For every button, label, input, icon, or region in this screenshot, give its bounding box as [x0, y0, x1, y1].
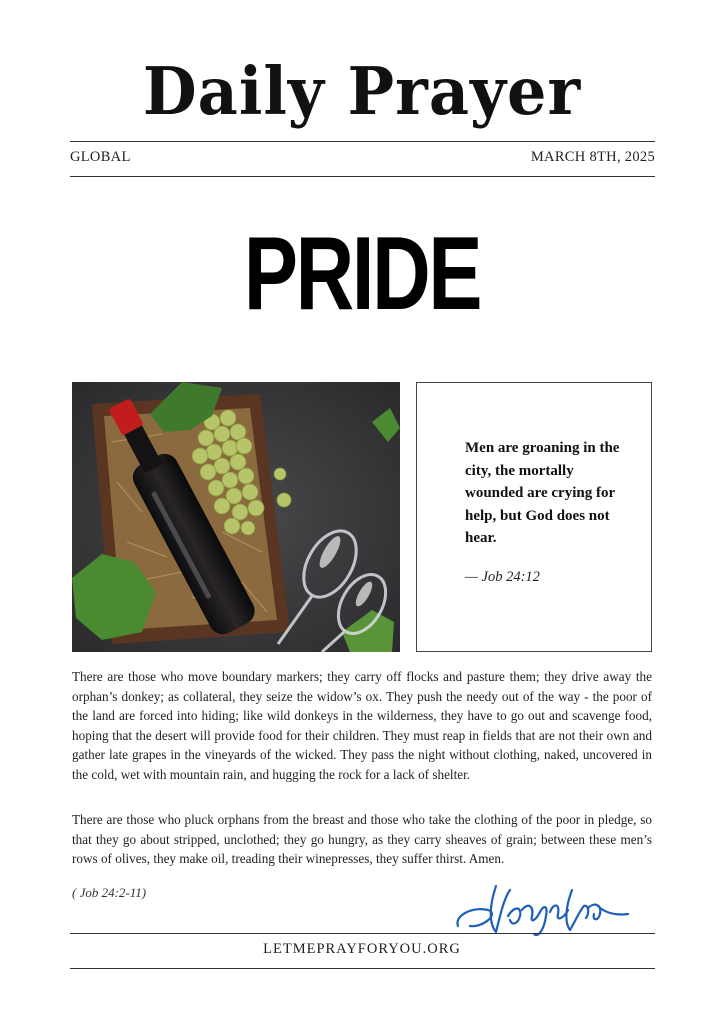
quote-text: Men are groaning in the city, the mortally wounded are crying for help, but God does not hear. [465, 440, 620, 546]
scripture-reference: ( Job 24:2-11) [72, 885, 147, 900]
region-label: GLOBAL [70, 149, 131, 165]
footer-url[interactable]: LETMEPRAYFORYOU.ORG [263, 941, 461, 957]
headline: PRIDE [243, 216, 481, 332]
wine-photo [72, 382, 400, 652]
top-rule [70, 141, 655, 142]
masthead-title: Daily Prayer [142, 53, 582, 130]
footer-top-rule [70, 933, 655, 934]
quote-citation: — Job 24:12 [465, 569, 540, 585]
body-paragraph: There are those who move boundary markers; they carry off flocks and pasture them; they drive away the orphan’s donkey; as collateral, they seize the widow’s ox. They push the needy out of the way - the poor of the land are forced into hiding; like wild donkeys in the wilderness, they have to go out and scavenge food, hoping that the desert will provide food for their children. They must reap in fields that are not their own and gather late grapes in the vineyards of the wicked. They pass the night without clothing, naked, uncovered in the cold, wet with mountain rain, and hugging the rock for a lack of shelter. [72, 669, 652, 782]
signature-image [452, 876, 632, 940]
body-paragraph: There are those who pluck orphans from the breast and those who take the clothing of the poor in pledge, so that they go about stripped, unclothed; they go hungry, as they carry sheaves of grain; between these men’s rows of olives, they make oil, treading their winepresses, they suffer thirst. Amen. [72, 812, 652, 866]
date-label: MARCH 8TH, 2025 [530, 149, 655, 165]
meta-rule [70, 176, 655, 177]
footer-bottom-rule [70, 968, 655, 969]
quote-box [416, 382, 652, 652]
